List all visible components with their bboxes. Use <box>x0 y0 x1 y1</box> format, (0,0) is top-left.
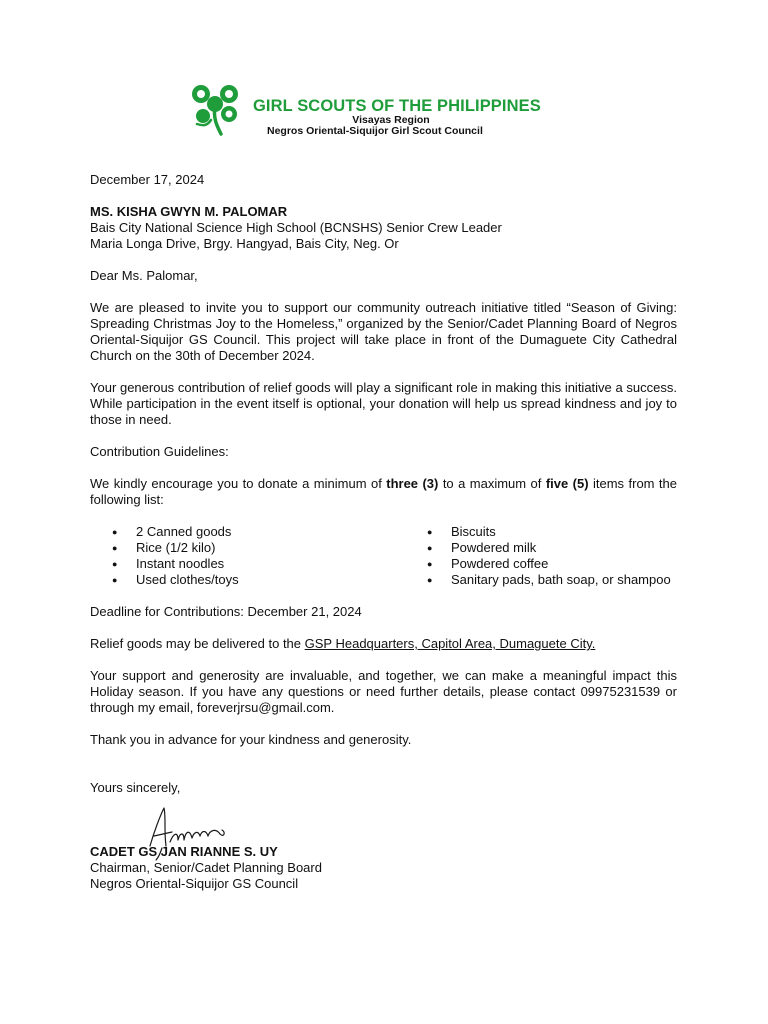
list-item: ● 2 Canned goods <box>114 524 407 540</box>
signer-title: Chairman, Senior/Cadet Planning Board <box>90 860 322 875</box>
closing: Yours sincerely, <box>90 780 181 795</box>
encourage-text-2: to a maximum of <box>438 476 546 491</box>
list-item: ● Used clothes/toys <box>114 572 407 588</box>
org-region: Visayas Region <box>352 114 430 126</box>
items-list-right <box>407 524 677 588</box>
paragraph-support: Your support and generosity are invaluable, and together, we can make a meaningful impact this Holiday season. If you have any questions or need further details, please contact 09975231539 or through my email, foreverjrsu@gmail.com. <box>90 668 677 715</box>
delivery-prefix: Relief goods may be delivered to the <box>90 636 305 651</box>
guidelines-heading: Contribution Guidelines: <box>90 444 229 459</box>
recipient-name: MS. KISHA GWYN M. PALOMAR <box>90 204 288 219</box>
items-list <box>90 524 677 588</box>
salutation: Dear Ms. Palomar, <box>90 268 198 283</box>
paragraph-contribution: Your generous contribution of relief goods will play a significant role in making this initiative a success. While participation in the event itself is optional, your donation will help us spread kindness and joy to those in need. <box>90 380 677 427</box>
recipient-line-1: Bais City National Science High School (BCNSHS) Senior Crew Leader <box>90 220 502 235</box>
signer-org: Negros Oriental-Siquijor GS Council <box>90 876 299 891</box>
signature-block <box>90 844 677 892</box>
list-item: ● Instant noodles <box>114 556 407 572</box>
delivery-info <box>90 636 677 652</box>
recipient-line-2: Maria Longa Drive, Brgy. Hangyad, Bais City, Neg. Or <box>90 236 399 251</box>
letter-date: December 17, 2024 <box>90 172 205 187</box>
letterhead <box>189 80 569 138</box>
list-item: ● Sanitary pads, bath soap, or shampoo <box>429 572 677 588</box>
encourage-minimum: three (3) <box>386 476 439 491</box>
thanks: Thank you in advance for your kindness and generosity. <box>90 732 412 747</box>
list-item: ● Biscuits <box>429 524 677 540</box>
deadline: Deadline for Contributions: December 21, 2024 <box>90 604 362 619</box>
encourage-text-1: We kindly encourage you to donate a minimum of <box>90 476 387 491</box>
list-item: ● Rice (1/2 kilo) <box>114 540 407 556</box>
items-list-left <box>90 524 407 588</box>
encourage-text-3: items from the following list: <box>90 476 678 507</box>
list-item: ● Powdered coffee <box>429 556 677 572</box>
org-council: Negros Oriental-Siquijor Girl Scout Council <box>267 125 483 137</box>
trefoil-logo-icon <box>189 80 245 136</box>
paragraph-encourage <box>90 476 677 508</box>
paragraph-invitation: We are pleased to invite you to support our community outreach initiative titled “Season of Giving: Spreading Christmas Joy to the Homeless,” organized by the Senior/Cadet Planning Board of Negros Oriental-Siquijor GS Council. This project will take place in front of the Dumaguete City Cathedral Church on the 30th of December 2024. <box>90 300 677 363</box>
encourage-maximum: five (5) <box>545 476 589 491</box>
org-name: GIRL SCOUTS OF THE PHILIPPINES <box>253 97 541 115</box>
list-item: ● Powdered milk <box>429 540 677 556</box>
letter-body <box>90 172 677 892</box>
delivery-location: GSP Headquarters, Capitol Area, Dumaguete City. <box>304 636 596 651</box>
signer-name: CADET GS JAN RIANNE S. UY <box>90 844 278 859</box>
